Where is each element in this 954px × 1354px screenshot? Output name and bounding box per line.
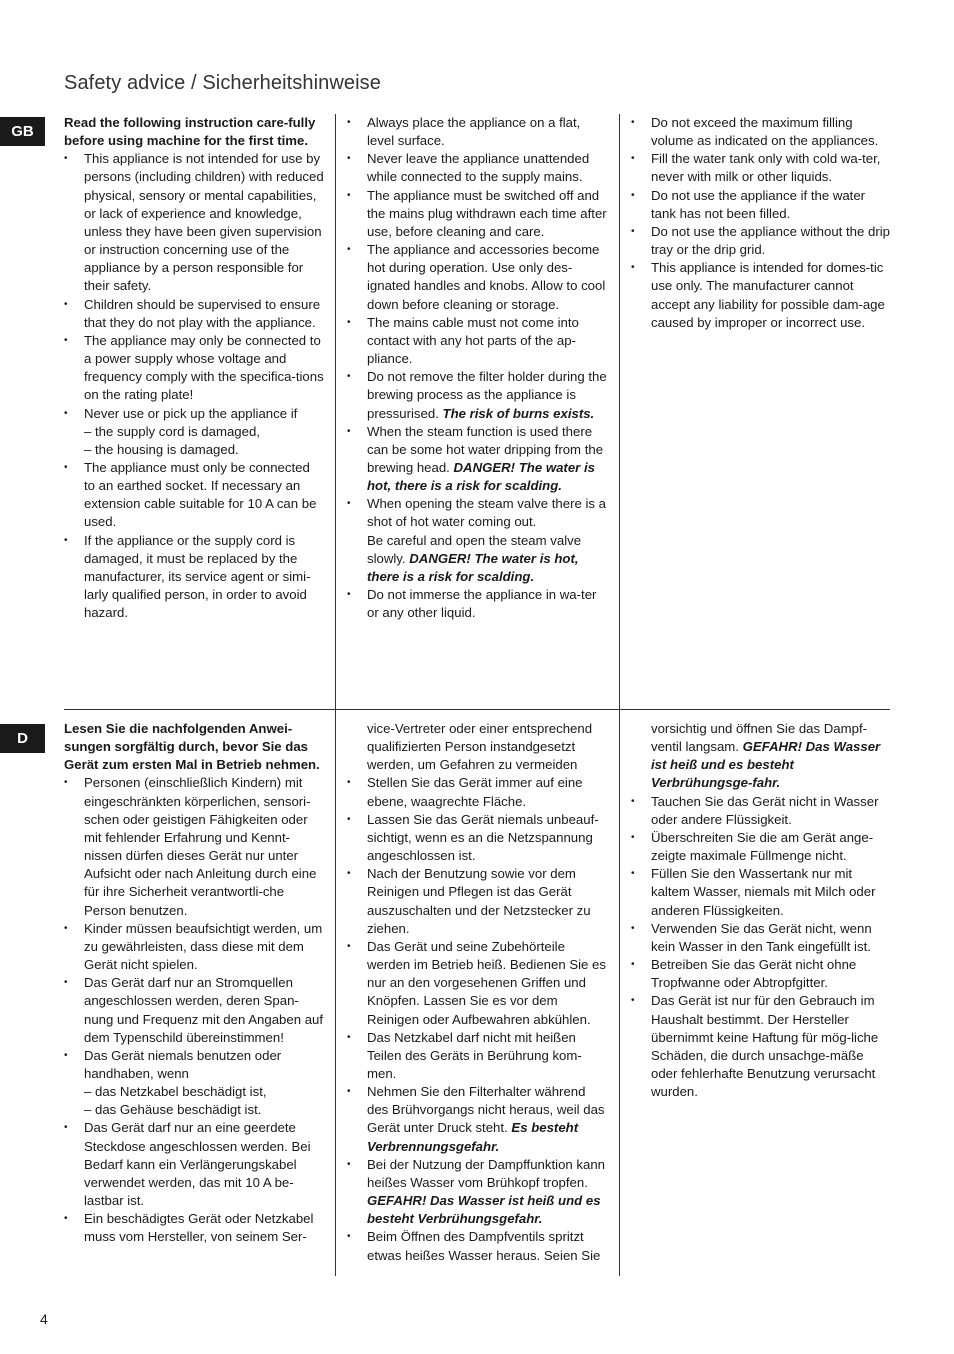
- warning-text: GEFAHR! Das Wasser ist heiß und es besteht Verbrühungsge-fahr.: [651, 739, 881, 791]
- gb-list-2: [347, 114, 607, 622]
- list-item: [64, 1047, 324, 1120]
- list-item: [631, 793, 891, 829]
- language-tab-d: D: [0, 724, 45, 753]
- gb-list-3: [631, 114, 891, 332]
- de-list-2: [347, 720, 607, 774]
- column-divider: [335, 710, 336, 1276]
- list-item: [631, 114, 891, 150]
- warning-text: The risk of burns exists.: [442, 405, 595, 421]
- list-item: [347, 368, 607, 422]
- item-text: Beim Öffnen des Dampfventils spritzt etwas heißes Wasser heraus. Seien Sie: [367, 1229, 601, 1263]
- gb-intro: Read the following instruction care-fully before using machine for the first time.: [64, 115, 316, 149]
- item-text: Do not use the appliance if the water tank has not been filled.: [651, 187, 866, 221]
- section-divider: [64, 709, 890, 710]
- list-item: [64, 1119, 324, 1210]
- item-text: vorsichtig und öffnen Sie das Dampf-ventil langsam.: [651, 721, 868, 755]
- page-number: 4: [40, 1311, 48, 1327]
- list-item: [631, 187, 891, 223]
- section-gb: [64, 114, 890, 710]
- item-text: The appliance and accessories become hot during operation. Use only des-ignated handles and knobs. Allow to cool down before cleaning or storage.: [367, 242, 606, 312]
- item-text: Überschreiten Sie die am Gerät ange-zeigte maximale Füllmenge nicht.: [651, 829, 874, 864]
- list-item: [64, 332, 324, 405]
- item-text: The appliance may only be connected to a power supply whose voltage and frequency comply with the specifica-tions on the rating plate!: [84, 332, 324, 403]
- warning-text: GEFAHR! Das Wasser ist heiß und es besteht Verbrühungsgefahr.: [367, 1193, 601, 1227]
- section-d: [64, 720, 890, 1276]
- item-text: This appliance is intended for domes-tic use only. The manufacturer cannot accept any liability for possible dam-age caused by improper or incorrect use.: [651, 260, 885, 330]
- item-text: Betreiben Sie das Gerät nicht ohne Tropfwanne oder Abtropfgitter.: [651, 957, 857, 991]
- item-text: Das Gerät darf nur an Stromquellen angeschlossen werden, deren Span-nung und Frequenz mit den Angaben auf dem Typenschild übereinstimmen!: [84, 975, 324, 1045]
- list-item: [347, 495, 607, 586]
- de-list-1: [64, 774, 324, 1246]
- item-text: Das Gerät und seine Zubehörteile werden im Betrieb heiß. Bedienen Sie es nur an den vorgesehenen Griffen und Knöpfen. Lassen Sie es vor dem Reinigen oder Aufbewahren abkühlen.: [367, 938, 606, 1027]
- list-item: [347, 1228, 607, 1264]
- list-item: [64, 974, 324, 1047]
- item-text: When the steam function is used there can be some hot water dripping from the brewing head.: [367, 423, 604, 475]
- de-list-2b: [347, 774, 607, 1264]
- item-text: Das Netzkabel darf nicht mit heißen Teilen des Geräts in Berührung kom-men.: [367, 1029, 582, 1081]
- de-column-2: [347, 720, 607, 1265]
- item-text: Verwenden Sie das Gerät nicht, wenn kein Wasser in den Tank eingefüllt ist.: [651, 920, 872, 954]
- item-text: Lassen Sie das Gerät niemals unbeauf-sichtigt, wenn es an die Netzspannung angeschlossen ist.: [367, 811, 599, 864]
- list-item: [64, 405, 324, 459]
- gb-column-3: [631, 114, 891, 332]
- item-text: When opening the steam valve there is a shot of hot water coming out. Be careful and open the steam valve slowly.: [367, 496, 606, 566]
- list-item: vice-Vertreter oder einer entsprechend qualifizierten Person instandgesetzt werden, um Gefahren zu vermeiden: [367, 721, 593, 773]
- list-item: [631, 992, 891, 1101]
- item-text: Das Gerät darf nur an eine geerdete Steckdose angeschlossen werden. Bei Bedarf kann ein Verlängerungskabel verwendet werden, das mit 10 A be-lastbar ist.: [84, 1120, 311, 1209]
- de-list-3-continuation: [631, 720, 891, 793]
- list-item: [347, 586, 607, 622]
- list-item: [64, 150, 324, 295]
- list-item: [631, 956, 891, 992]
- column-divider: [619, 114, 620, 710]
- item-text: Das Gerät ist nur für den Gebrauch im Haushalt bestimmt. Der Hersteller übernimmt keine Haftung für mög-liche Schäden, die durch unsachge-mäße oder fehlerhafte Benutzung verursacht wurden.: [651, 993, 879, 1100]
- list-item: [64, 774, 324, 919]
- item-text: Always place the appliance on a flat, level surface.: [367, 115, 581, 149]
- gb-list-1: [64, 150, 324, 622]
- item-text: Das Gerät niemals benutzen oder handhaben, wenn – das Netzkabel beschädigt ist, – das Gehäuse beschädigt ist.: [84, 1047, 282, 1118]
- item-text: Do not immerse the appliance in wa-ter or any other liquid.: [367, 587, 597, 621]
- list-item: [347, 1029, 607, 1083]
- warning-text: Es besteht Verbrennungsgefahr.: [367, 1120, 579, 1154]
- gb-column-1: [64, 114, 324, 622]
- language-tab-gb: GB: [0, 117, 45, 146]
- item-text: Ein beschädigtes Gerät oder Netzkabel muss vom Hersteller, von seinem Ser-: [84, 1211, 314, 1245]
- item-text: Never use or pick up the appliance if – the supply cord is damaged, – the housing is damaged.: [84, 405, 298, 457]
- item-text: Füllen Sie den Wassertank nur mit kaltem Wasser, niemals mit Milch oder anderen Flüssigkeiten.: [651, 866, 876, 918]
- item-text: Nach der Benutzung sowie vor dem Reinigen und Pflegen ist das Gerät auszuschalten und der Netzstecker zu ziehen.: [367, 866, 591, 936]
- column-divider: [335, 114, 336, 710]
- list-item: [64, 296, 324, 332]
- list-item: [347, 938, 607, 1029]
- page-title: Safety advice / Sicherheitshinweise: [64, 72, 381, 94]
- item-text: Children should be supervised to ensure that they do not play with the appliance.: [84, 296, 321, 330]
- de-column-3: [631, 720, 891, 1101]
- list-item: [347, 187, 607, 241]
- list-item: [347, 150, 607, 186]
- column-divider: [619, 710, 620, 1276]
- list-item: [347, 865, 607, 938]
- list-item: [631, 865, 891, 919]
- de-intro: Lesen Sie die nachfolgenden Anwei-sungen sorgfältig durch, bevor Sie das Gerät zum ersten Mal in Betrieb nehmen.: [64, 721, 320, 773]
- item-text: Never leave the appliance unattended while connected to the supply mains.: [367, 151, 590, 185]
- list-item: [347, 774, 607, 810]
- list-item: [631, 259, 891, 332]
- item-text: Kinder müssen beaufsichtigt werden, um zu gewährleisten, dass diese mit dem Gerät nicht spielen.: [84, 920, 323, 973]
- item-text: Do not use the appliance without the drip tray or the drip grid.: [651, 223, 890, 258]
- de-column-1: [64, 720, 324, 1247]
- list-item: [347, 1156, 607, 1229]
- list-item: [64, 459, 324, 532]
- list-item: [347, 1083, 607, 1156]
- item-text: Stellen Sie das Gerät immer auf eine ebene, waagrechte Fläche.: [367, 775, 583, 809]
- list-item: [631, 223, 891, 259]
- item-text: The mains cable must not come into contact with any hot parts of the ap-pliance.: [367, 314, 579, 367]
- list-item: [347, 811, 607, 865]
- gb-column-2: [347, 114, 607, 622]
- list-item: [64, 1210, 324, 1246]
- item-text: This appliance is not intended for use by persons (including children) with reduced physical, sensory or mental capabilities, or lack of experience and knowledge, unless they have been given supervision or instruction concerning use of the appliance by a person responsible for their safety.: [84, 151, 324, 294]
- item-text: Tauchen Sie das Gerät nicht in Wasser oder andere Flüssigkeit.: [651, 793, 879, 827]
- item-text: The appliance must be switched off and the mains plug withdrawn each time after use, before cleaning and care.: [367, 187, 607, 239]
- list-item: [64, 920, 324, 974]
- item-text: Do not remove the filter holder during the brewing process as the appliance is pressurised.: [367, 369, 607, 421]
- item-text: Bei der Nutzung der Dampffunktion kann heißes Wasser vom Brühkopf tropfen.: [367, 1156, 606, 1190]
- list-item: [631, 829, 891, 865]
- list-item: [347, 241, 607, 314]
- item-text: Nehmen Sie den Filterhalter während des Brühvorgangs nicht heraus, weil das Gerät unter Druck steht.: [367, 1084, 605, 1136]
- warning-text: DANGER! The water is hot, there is a risk for scalding.: [367, 459, 595, 494]
- list-item: [347, 114, 607, 150]
- list-item: [631, 150, 891, 186]
- list-item: [631, 920, 891, 956]
- item-text: Fill the water tank only with cold wa-ter, never with milk or other liquids.: [651, 151, 881, 185]
- item-text: Personen (einschließlich Kindern) mit eingeschränkten körperlichen, sensori-schen oder geistigen Fähigkeiten oder mit fehlender Erfahrung und Kennt-nissen dürfen dieses Gerät nur unter Aufsicht oder nach Anleitung durch eine für ihre Sicherheit verantwortli-che Person benutzen.: [84, 775, 317, 918]
- item-text: If the appliance or the supply cord is damaged, it must be replaced by the manufacturer, its service agent or simi-larly qualified person, in order to avoid hazard.: [84, 532, 311, 621]
- list-item: [347, 423, 607, 496]
- item-text: Do not exceed the maximum filling volume as indicated on the appliances.: [651, 115, 879, 149]
- item-text: The appliance must only be connected to an earthed socket. If necessary an extension cable suitable for 10 A can be used.: [84, 459, 317, 530]
- warning-text: DANGER! The water is hot, there is a risk for scalding.: [367, 550, 579, 584]
- list-item: [347, 314, 607, 368]
- list-item: [631, 720, 891, 793]
- list-item: [64, 532, 324, 623]
- de-list-3: [631, 793, 891, 1102]
